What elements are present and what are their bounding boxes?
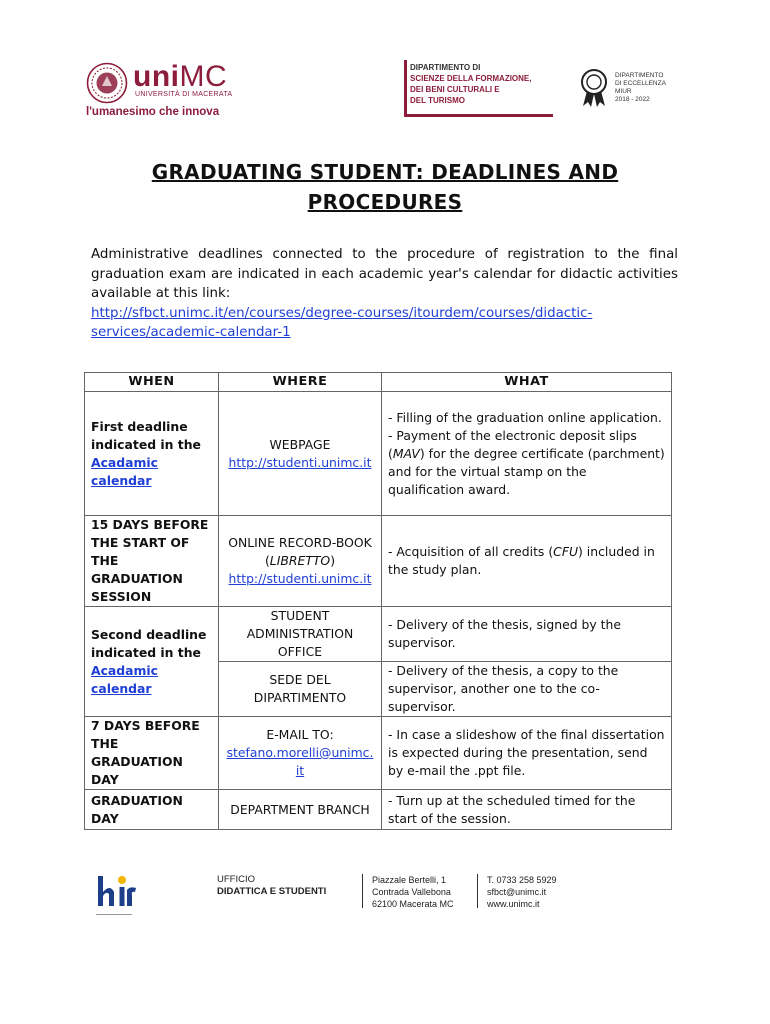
header-what: WHAT <box>382 373 672 392</box>
row4-where: E-MAIL TO: stefano.morelli@unimc.it <box>219 717 382 790</box>
row1-where: WEBPAGE http://studenti.unimc.it <box>219 392 382 516</box>
row5-where: DEPARTMENT BRANCH <box>219 790 382 830</box>
row2-what: - Acquisition of all credits (CFU) included in the study plan. <box>382 516 672 607</box>
department-divider <box>404 60 407 115</box>
row2-when: 15 DAYS BEFORE THE START OF THE GRADUATION SESSION <box>85 516 219 607</box>
row2-where: ONLINE RECORD-BOOK (LIBRETTO) http://studenti.unimc.it <box>219 516 382 607</box>
row1-when: First deadline indicated in the Acadamic calendar <box>85 392 219 516</box>
row3-calendar-link[interactable]: Acadamic calendar <box>91 662 159 696</box>
academic-calendar-link[interactable]: http://sfbct.unimc.it/en/courses/degree-courses/itourdem/courses/didactic-services/academic-calendar-1 <box>91 305 593 340</box>
row2-webpage-link[interactable]: http://studenti.unimc.it <box>228 571 372 586</box>
intro-paragraph <box>91 245 678 343</box>
row3b-where: SEDE DEL DIPARTIMENTO <box>219 662 382 717</box>
footer-divider-1 <box>362 874 363 908</box>
header-when: WHEN <box>85 373 219 392</box>
row3-when: Second deadline indicated in the Acadamic calendar <box>85 607 219 717</box>
table-row <box>85 607 672 662</box>
footer-address: Piazzale Bertelli, 1 Contrada Vallebona 62100 Macerata MC <box>372 875 454 909</box>
header-where: WHERE <box>219 373 382 392</box>
table-row <box>85 790 672 830</box>
row1-calendar-link[interactable]: Acadamic calendar <box>91 454 159 488</box>
department-name: DIPARTIMENTO DI SCIENZE DELLA FORMAZIONE, DEI BENI CULTURALI E DEL TURISMO <box>410 63 532 105</box>
row1-what: - Filling of the graduation online application. - Payment of the electronic deposit slips (MAV) for the degree certificate (parchment) and for the virtual stamp on the qualification award. <box>382 392 672 516</box>
deadlines-table <box>84 372 672 830</box>
row4-when: 7 DAYS BEFORE THE GRADUATION DAY <box>85 717 219 790</box>
intro-text: Administrative deadlines connected to the procedure of registration to the final graduation exam are indicated in each academic year's calendar for didactic activities available at this link: <box>91 247 678 301</box>
footer-divider-2 <box>477 874 478 908</box>
logo-tagline: l'umanesimo che innova <box>86 106 220 118</box>
row3a-where: STUDENT ADMINISTRATION OFFICE <box>219 607 382 662</box>
footer-contact: T. 0733 258 5929 sfbct@unimc.it www.unimc.it <box>487 875 557 909</box>
row1-webpage-link[interactable]: http://studenti.unimc.it <box>228 454 372 470</box>
row4-email-link[interactable]: stefano.morelli@unimc.it <box>226 745 374 778</box>
row5-when: GRADUATION DAY <box>85 790 219 830</box>
excellence-label: DIPARTIMENTO DI ECCELLENZA MIUR 2018 - 2022 <box>615 72 666 103</box>
hr-excellence-logo-icon <box>92 870 140 920</box>
page-title: GRADUATING STUDENT: DEADLINES AND PROCEDURES <box>151 160 619 214</box>
unimc-logo <box>86 62 246 120</box>
row3b-what: - Delivery of the thesis, a copy to the supervisor, another one to the co-supervisor. <box>382 662 672 717</box>
row4-what: - In case a slideshow of the final dissertation is expected during the presentation, send by e-mail the .ppt file. <box>382 717 672 790</box>
row3a-what: - Delivery of the thesis, signed by the supervisor. <box>382 607 672 662</box>
table-row <box>85 717 672 790</box>
university-seal-icon <box>86 62 128 104</box>
table-row <box>85 516 672 607</box>
university-name: UNIVERSITÀ DI MACERATA <box>135 91 233 98</box>
row5-what: - Turn up at the scheduled timed for the start of the session. <box>382 790 672 830</box>
table-row <box>85 392 672 516</box>
footer-office: UFFICIO DIDATTICA E STUDENTI <box>217 874 327 897</box>
excellence-badge-icon <box>578 68 610 108</box>
brand-wordmark: uniMC <box>133 60 228 93</box>
table-header-row <box>85 373 672 392</box>
department-underline <box>404 114 553 117</box>
